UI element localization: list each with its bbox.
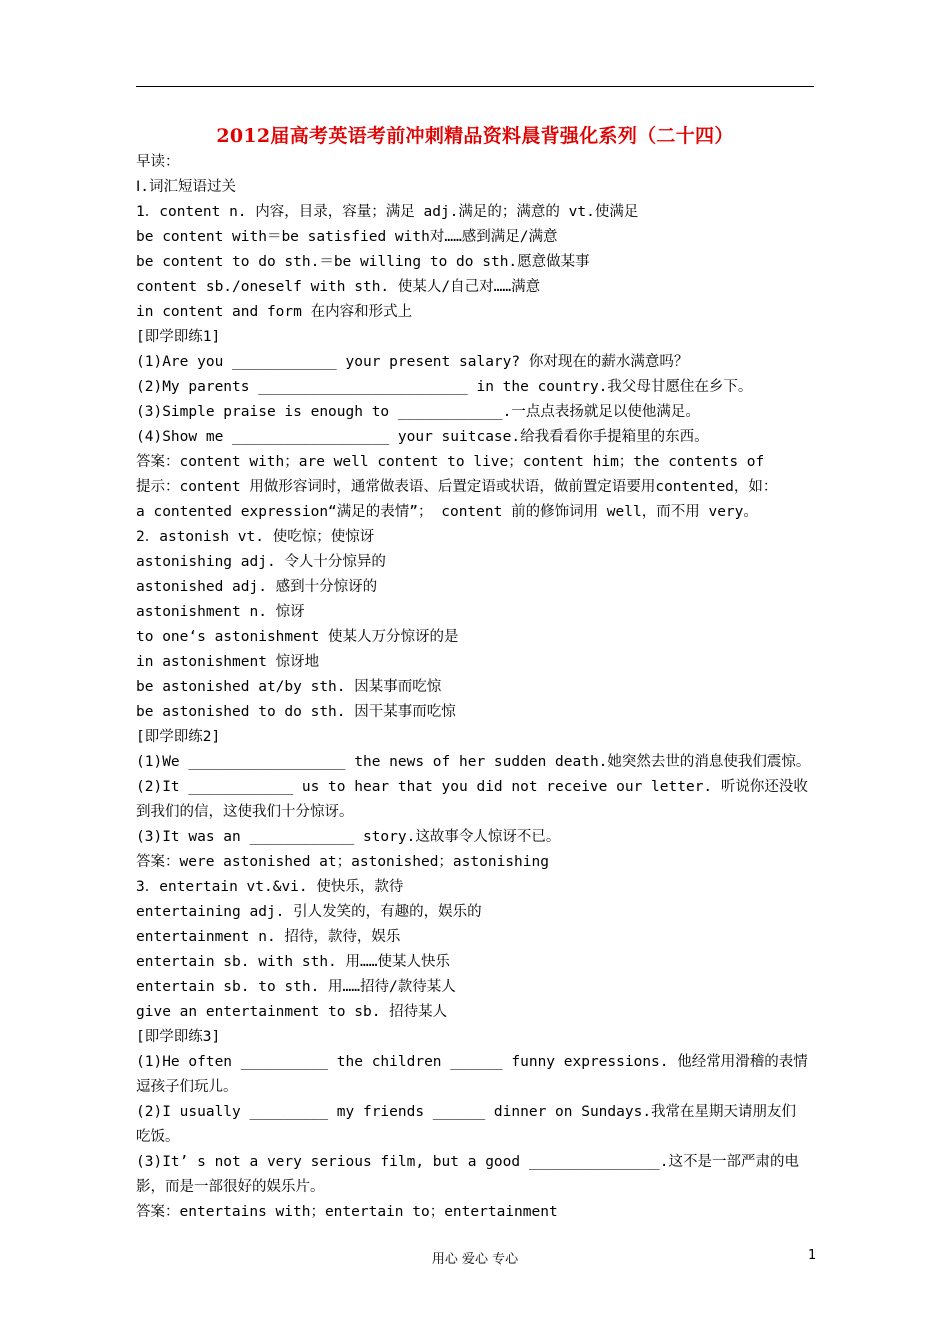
hint-line: 提示：content 用做形容词时，通常做表语、后置定语或状语，做前置定语要用contented，如： (136, 479, 778, 495)
text-line: 早读： (136, 154, 180, 170)
text-line: astonished adj. 感到十分惊讶的 (136, 579, 378, 595)
text-line: entertain sb. with sth. 用……使某人快乐 (136, 954, 450, 970)
text-line: entertaining adj. 引人发笑的，有趣的，娱乐的 (136, 904, 482, 920)
text-line: give an entertainment to sb. 招待某人 (136, 1004, 448, 1020)
exercise-heading: [即学即练3] (136, 1029, 221, 1045)
footer-motto: 用心 爱心 专心 (431, 1252, 519, 1267)
page-footer (0, 1248, 950, 1268)
exercise-item: (3)It’ s not a very serious film, but a good _______________.这不是一部严肃的电 (136, 1154, 800, 1170)
answer-line: 答案：entertains with；entertain to；entertainment (136, 1204, 558, 1220)
text-line: entertain sb. to sth. 用……招待/款待某人 (136, 979, 456, 995)
text-line: be content to do sth.＝be willing to do sth.愿意做某事 (136, 254, 590, 270)
text-line: astonishment n. 惊讶 (136, 604, 305, 620)
exercise-item: (2)I usually _________ my friends ______ dinner on Sundays.我常在星期天请朋友们 (136, 1104, 797, 1120)
exercise-heading: [即学即练2] (136, 729, 221, 745)
page-number: 1 (808, 1248, 817, 1263)
document-body (136, 150, 816, 1225)
exercise-item-continued: 影，而是一部很好的娱乐片。 (136, 1179, 325, 1195)
vocab-entry: 1．content n. 内容，目录，容量；满足 adj.满足的；满意的 vt.使满足 (136, 204, 639, 220)
exercise-item-continued: 逗孩子们玩儿。 (136, 1079, 238, 1095)
text-line: to one‘s astonishment 使某人万分惊讶的是 (136, 629, 459, 645)
text-line: be content with＝be satisfied with对……感到满足/满意 (136, 229, 558, 245)
vocab-entry: 3．entertain vt.&vi. 使快乐，款待 (136, 879, 404, 895)
exercise-item: (2)It ____________ us to hear that you did not receive our letter. 听说你还没收 (136, 779, 808, 795)
text-line: astonishing adj. 令人十分惊异的 (136, 554, 386, 570)
exercise-item-continued: 到我们的信，这使我们十分惊讶。 (136, 804, 354, 820)
hint-line: a contented expression“满足的表情”； content 前的修饰词用 well，而不用 very。 (136, 504, 758, 520)
text-line: be astonished to do sth. 因干某事而吃惊 (136, 704, 456, 720)
section-heading: Ⅰ.词汇短语过关 (136, 179, 237, 195)
exercise-heading: [即学即练1] (136, 329, 221, 345)
document-title: 2012届高考英语考前冲刺精品资料晨背强化系列（二十四） (216, 125, 734, 147)
text-line: in astonishment 惊讶地 (136, 654, 320, 670)
text-line: entertainment n. 招待，款待，娱乐 (136, 929, 401, 945)
header-rule (136, 86, 814, 87)
exercise-item: (1)Are you ____________ your present salary? 你对现在的薪水满意吗？ (136, 354, 689, 370)
exercise-item-continued: 吃饭。 (136, 1129, 180, 1145)
answer-line: 答案：were astonished at；astonished；astonishing (136, 854, 549, 870)
text-line: content sb./oneself with sth. 使某人/自己对……满意 (136, 279, 541, 295)
exercise-item: (4)Show me __________________ your suitcase.给我看看你手提箱里的东西。 (136, 429, 709, 445)
exercise-item: (3)It was an ____________ story.这故事令人惊讶不已。 (136, 829, 561, 845)
answer-line: 答案：content with；are well content to live；content him；the contents of (136, 454, 765, 470)
exercise-item: (1)We __________________ the news of her sudden death.她突然去世的消息使我们震惊。 (136, 754, 811, 770)
exercise-item: (3)Simple praise is enough to ____________.一点点表扬就足以使他满足。 (136, 404, 700, 420)
exercise-item: (2)My parents ________________________ in the country.我父母甘愿住在乡下。 (136, 379, 753, 395)
text-line: in content and form 在内容和形式上 (136, 304, 413, 320)
exercise-item: (1)He often __________ the children ______ funny expressions. 他经常用滑稽的表情 (136, 1054, 808, 1070)
text-line: be astonished at/by sth. 因某事而吃惊 (136, 679, 442, 695)
vocab-entry: 2．astonish vt. 使吃惊；使惊讶 (136, 529, 375, 545)
